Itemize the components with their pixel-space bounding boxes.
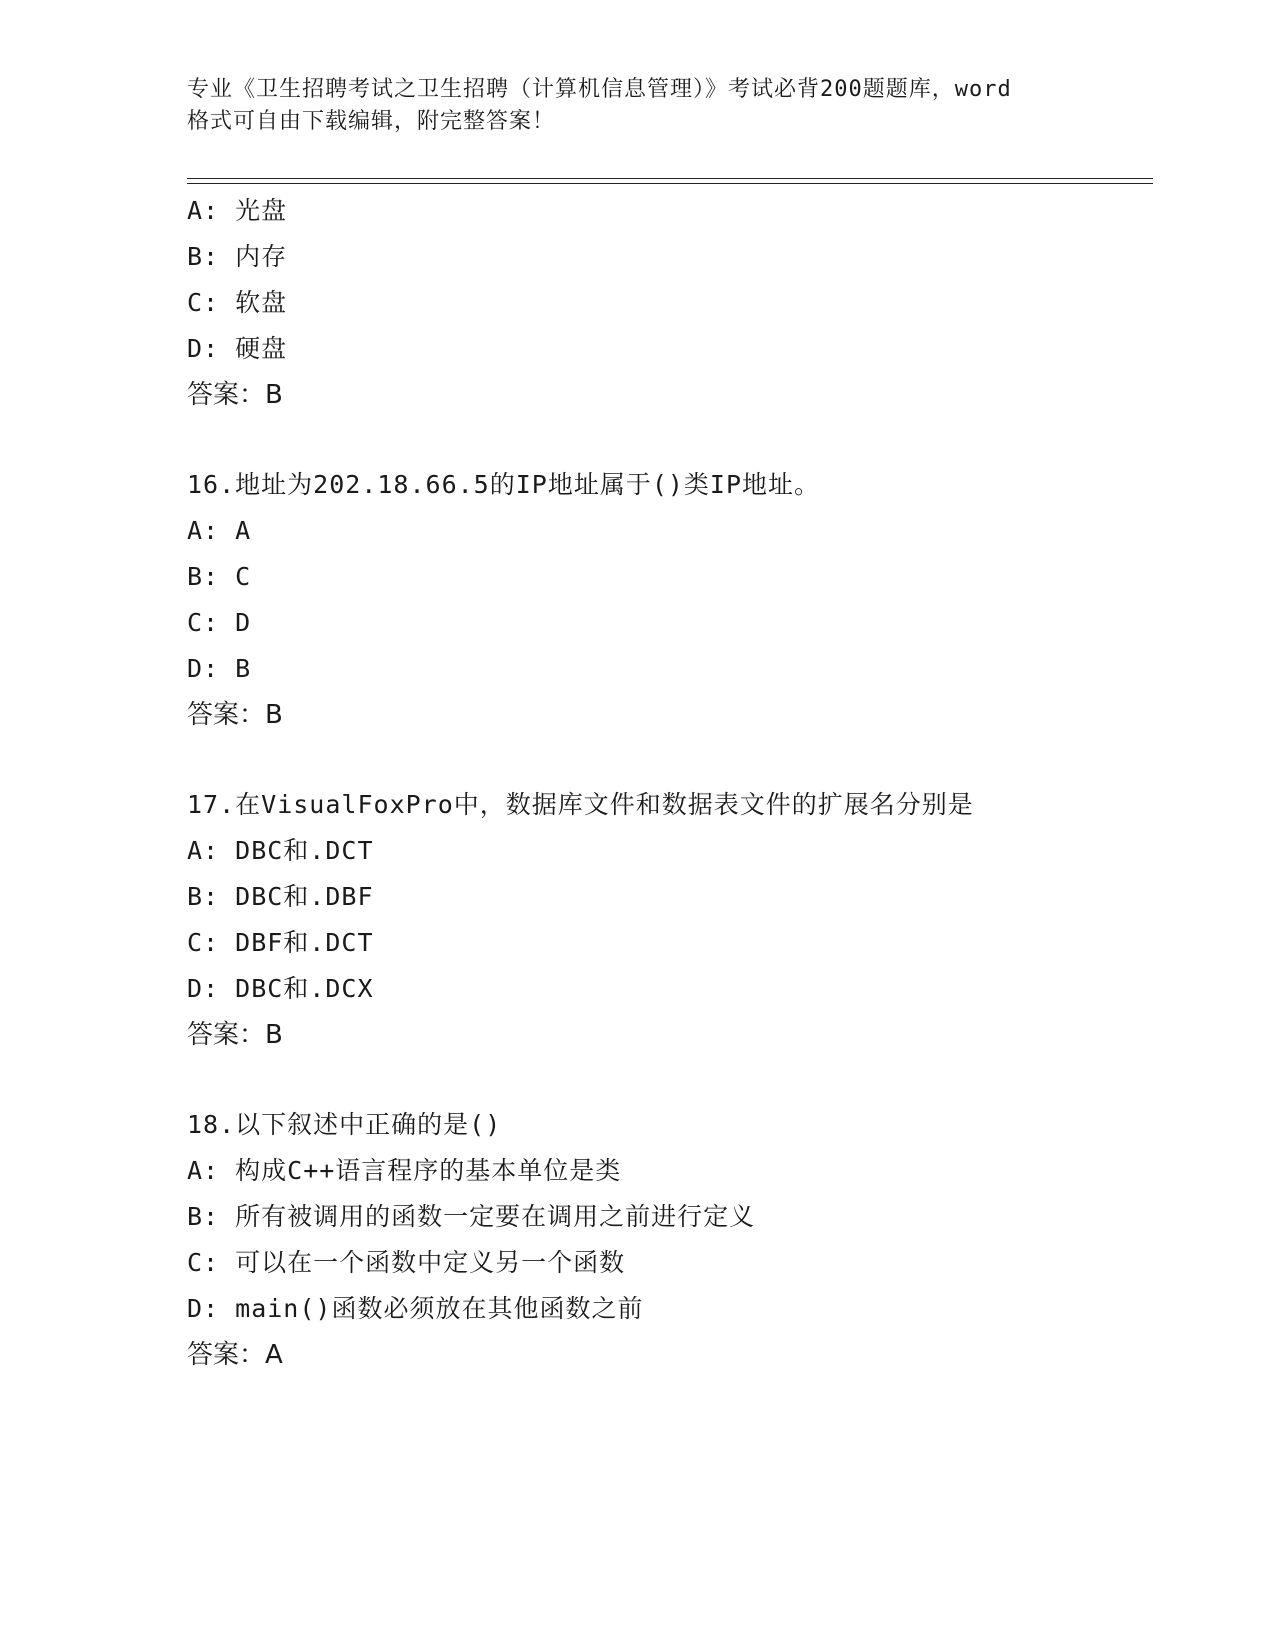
spacer [187,418,1153,462]
header-divider-bottom [187,183,1153,184]
option-c: C: 软盘 [187,288,288,317]
question-text: 17.在VisualFoxPro中，数据库文件和数据表文件的扩展名分别是 [187,790,974,819]
question-block-16 [187,462,1153,738]
option-a: A: A [187,516,252,545]
questions-content [187,188,1153,1378]
header-line-1: 专业《卫生招聘考试之卫生招聘（计算机信息管理）》考试必背200题题库，word [187,77,1012,102]
spacer [187,1058,1153,1102]
document-header [187,74,1087,138]
option-a: A: 光盘 [187,196,288,225]
option-b: B: C [187,562,252,591]
answer-line: 答案：B [187,700,283,730]
answer-line: 答案：A [187,1340,283,1370]
question-text: 16.地址为202.18.66.5的IP地址属于()类IP地址。 [187,470,821,499]
option-a: A: DBC和.DCT [187,836,374,865]
option-c: C: D [187,608,252,637]
option-d: D: B [187,654,252,683]
question-text: 18.以下叙述中正确的是() [187,1110,502,1139]
option-d: D: DBC和.DCX [187,974,374,1003]
question-block-15 [187,188,1153,418]
header-divider-top [187,178,1153,179]
option-c: C: 可以在一个函数中定义另一个函数 [187,1248,626,1277]
question-block-17 [187,782,1153,1058]
option-a: A: 构成C++语言程序的基本单位是类 [187,1156,622,1185]
option-b: B: 所有被调用的函数一定要在调用之前进行定义 [187,1202,756,1231]
option-b: B: DBC和.DBF [187,882,374,911]
option-d: D: 硬盘 [187,334,288,363]
option-c: C: DBF和.DCT [187,928,374,957]
spacer [187,738,1153,782]
answer-line: 答案：B [187,1020,283,1050]
header-line-2: 格式可自由下载编辑，附完整答案！ [187,109,556,134]
option-d: D: main()函数必须放在其他函数之前 [187,1294,644,1323]
question-block-18 [187,1102,1153,1378]
option-b: B: 内存 [187,242,288,271]
answer-line: 答案：B [187,380,283,410]
